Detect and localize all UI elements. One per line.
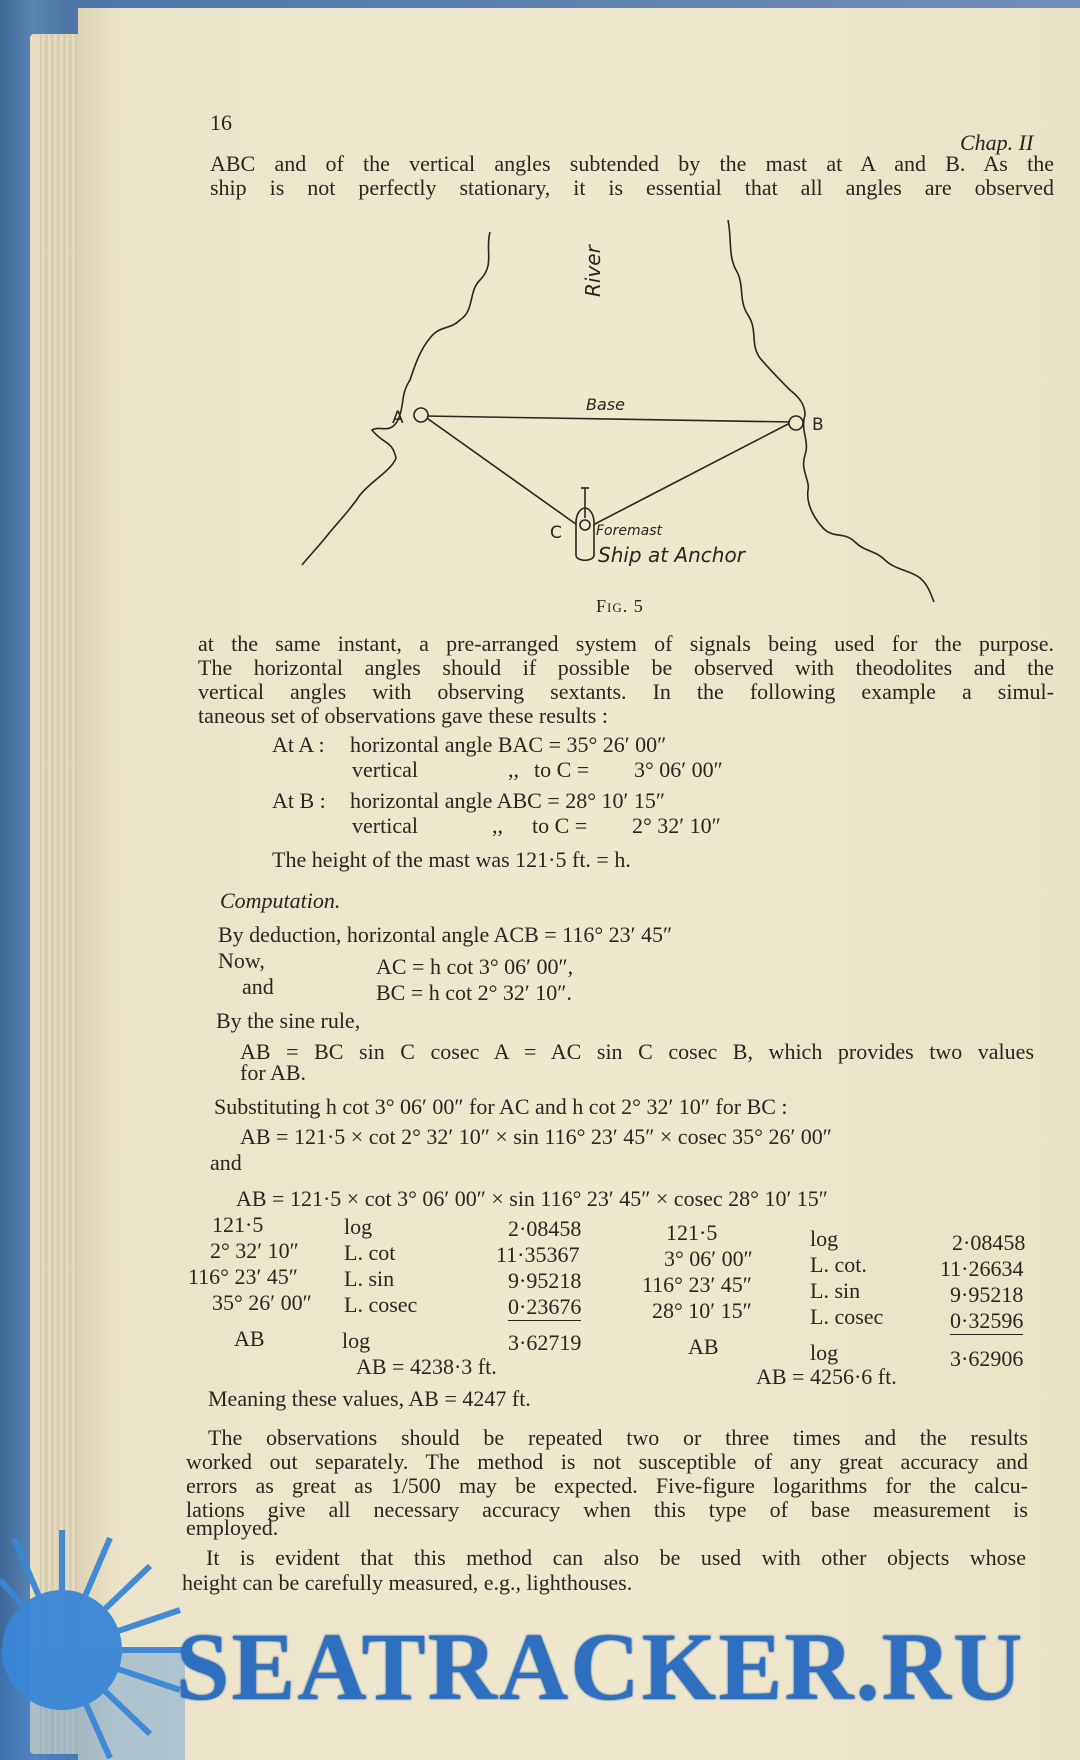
page-number: 16 [210, 110, 232, 135]
ab-line-1: AB = BC sin C cosec A = AC sin C cosec B, which provides two values [240, 1039, 1034, 1064]
table-right-log-1: 2·08458 [952, 1230, 1026, 1255]
table-left-fn-4: L. cosec [344, 1292, 418, 1317]
table-right-log-3: 9·95218 [950, 1282, 1024, 1307]
equation-2: AB = 121·5 × cot 3° 06′ 00″ × sin 116° 23′ 45″ × cosec 28° 10′ 15″ [236, 1186, 828, 1211]
obs-a-horizontal: horizontal angle BAC = 35° 26′ 00″ [350, 732, 667, 757]
table-left-value-2: 2° 32′ 10″ [210, 1238, 299, 1263]
table-left-value-1: 121·5 [212, 1212, 264, 1237]
table-left-value-4: 35° 26′ 00″ [212, 1290, 312, 1315]
figure-label-c: C [550, 523, 562, 543]
river-left-bank [302, 232, 490, 565]
watermark-text: SEATRACKER.RU [176, 1613, 1025, 1720]
para2-line-5: employed. [186, 1515, 279, 1540]
now-label: Now, [218, 948, 265, 973]
para1-line-2: The horizontal angles should if possible be observed with theodolites and the [198, 655, 1054, 680]
figure-caption: Fig. 5 [596, 596, 644, 616]
para2-line-4: lations give all necessary accuracy when this type of base measurement is [186, 1497, 1028, 1522]
equation-1: AB = 121·5 × cot 2° 32′ 10″ × sin 116° 23′ 45″ × cosec 35° 26′ 00″ [240, 1124, 832, 1149]
obs-b-label: At B : [272, 788, 326, 813]
now-equation: AC = h cot 3° 06′ 00″, [376, 954, 574, 979]
para3-line-1: It is evident that this method can also be used with other objects whose [206, 1545, 1026, 1570]
obs-a-vertical-word: vertical [352, 757, 418, 782]
page-edges [40, 34, 78, 1754]
table-left-fn-2: L. cot [344, 1240, 396, 1265]
figure-label-ship: Ship at Anchor [598, 543, 745, 567]
substitution-line: Substituting h cot 3° 06′ 00″ for AC and h cot 2° 32′ 10″ for BC : [214, 1094, 788, 1119]
table-right-total-log: 3·62906 [950, 1346, 1024, 1371]
sine-rule-line: By the sine rule, [216, 1008, 361, 1033]
and-label: and [242, 974, 274, 999]
and-connector: and [210, 1150, 242, 1175]
table-left-log-1: 2·08458 [508, 1216, 582, 1241]
para2-line-2: worked out separately. The method is not susceptible of any great accuracy and [186, 1449, 1028, 1474]
table-left-total-fn: log [342, 1328, 371, 1353]
table-left-log-3: 9·95218 [508, 1268, 582, 1293]
obs-b-to-c: to C = [532, 813, 588, 838]
ab-line-2: for AB. [240, 1060, 306, 1085]
chapter-label: Chap. II [960, 130, 1034, 155]
para1-line-1: at the same instant, a pre-arranged system of signals being used for the purpose. [198, 631, 1054, 656]
table-right-value-3: 116° 23′ 45″ [642, 1272, 752, 1297]
table-left-fn-3: L. sin [344, 1266, 395, 1291]
table-right-fn-2: L. cot. [810, 1252, 867, 1277]
figure-label-b: B [812, 415, 824, 435]
table-left-total-label: AB [234, 1326, 265, 1351]
table-left-total-log: 3·62719 [508, 1330, 582, 1355]
para3-line-2: height can be carefully measured, e.g., lighthouses. [182, 1570, 633, 1595]
table-right-total-label: AB [688, 1334, 719, 1359]
table-right-result: AB = 4256·6 ft. [756, 1364, 897, 1389]
and-equation: BC = h cot 2° 32′ 10″. [376, 980, 572, 1005]
para1-line-3: vertical angles with observing sextants. In the following example a simul- [198, 679, 1054, 704]
para2-line-1: The observations should be repeated two or three times and the results [208, 1425, 1028, 1450]
table-left-log-4: 0·23676 [508, 1294, 582, 1319]
obs-a-vertical-value: 3° 06′ 00″ [634, 757, 723, 782]
obs-b-horizontal: horizontal angle ABC = 28° 10′ 15″ [350, 788, 666, 813]
table-right-value-2: 3° 06′ 00″ [664, 1246, 753, 1271]
table-left-value-3: 116° 23′ 45″ [188, 1264, 298, 1289]
obs-b-vertical-value: 2° 32′ 10″ [632, 813, 721, 838]
obs-a-label: At A : [272, 732, 325, 757]
intro-line-1: ABC and of the vertical angles subtended by the mast at A and B. As the [210, 151, 1054, 176]
table-left-result: AB = 4238·3 ft. [356, 1354, 497, 1379]
table-left-fn-1: log [344, 1214, 373, 1239]
para2-line-3: errors as great as 1/500 may be expected. Five-figure logarithms for the calcu- [186, 1473, 1028, 1498]
figure-label-a: A [392, 408, 404, 428]
table-right-fn-1: log [810, 1226, 839, 1251]
table-right-value-1: 121·5 [666, 1220, 718, 1245]
figure-label-river: River [581, 245, 605, 297]
para1-line-4: taneous set of observations gave these results : [198, 703, 608, 728]
table-right-fn-3: L. sin [810, 1278, 861, 1303]
obs-a-to-c: to C = [534, 757, 590, 782]
obs-a-ditto: ,, [508, 757, 519, 782]
table-left-log-2: 11·35367 [496, 1242, 580, 1267]
figure-label-base: Base [586, 395, 625, 414]
table-right-log-4: 0·32596 [950, 1308, 1024, 1333]
table-right-fn-4: L. cosec [810, 1304, 884, 1329]
figure-label-foremast: Foremast [596, 523, 662, 539]
table-right-value-4: 28° 10′ 15″ [652, 1298, 752, 1323]
river-right-bank [728, 220, 934, 602]
mast-height: The height of the mast was 121·5 ft. = h. [272, 847, 631, 872]
table-right-log-2: 11·26634 [940, 1256, 1024, 1281]
figure-5-diagram [300, 220, 960, 610]
deduction-line: By deduction, horizontal angle ACB = 116° 23′ 45″ [218, 922, 673, 947]
meaning-line: Meaning these values, AB = 4247 ft. [208, 1386, 531, 1411]
obs-b-ditto: ,, [492, 813, 503, 838]
obs-b-vertical-word: vertical [352, 813, 418, 838]
table-right-total-fn: log [810, 1340, 839, 1365]
intro-line-2: ship is not perfectly stationary, it is essential that all angles are observed [210, 175, 1054, 200]
computation-heading: Computation. [220, 888, 341, 913]
